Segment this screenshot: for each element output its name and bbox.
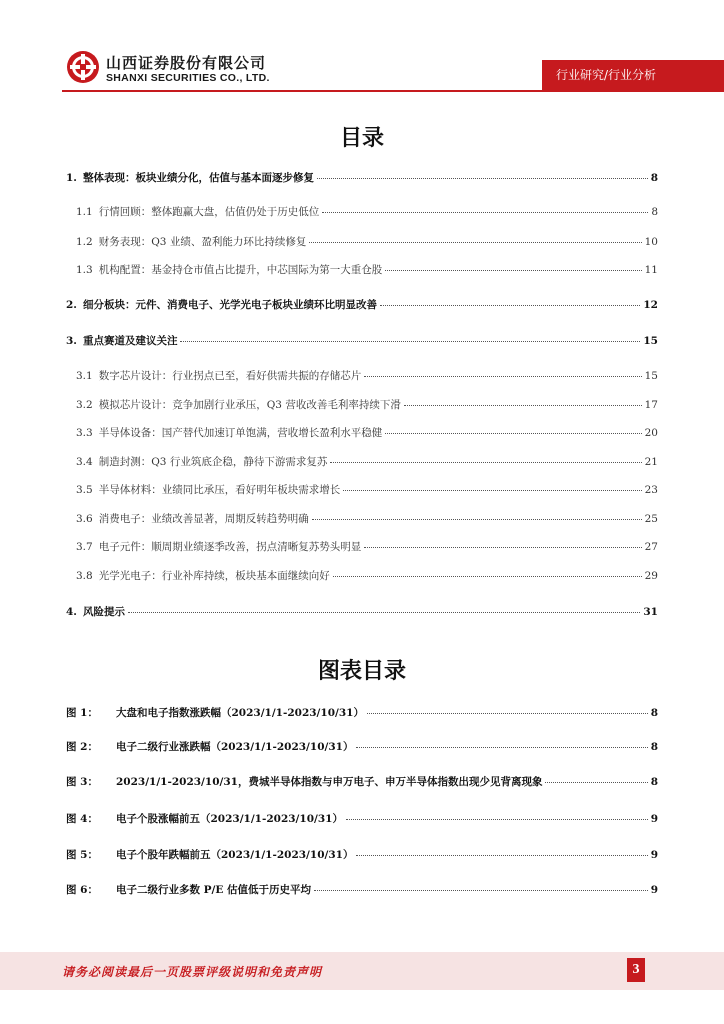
toc-entry[interactable] bbox=[76, 397, 658, 412]
toc-entry-number: 4. bbox=[66, 606, 77, 618]
header-divider bbox=[62, 90, 724, 92]
leader-dots bbox=[367, 713, 648, 714]
toc-entry[interactable] bbox=[76, 454, 658, 469]
toc-entry-title: 机构配置：基金持仓市值占比提升，中芯国际为第一大重仓股 bbox=[98, 264, 383, 276]
leader-dots bbox=[545, 782, 647, 783]
toc-entry-page: 29 bbox=[644, 570, 658, 582]
toc-entry-number: 1.2 bbox=[76, 236, 93, 248]
figure-entry-page: 9 bbox=[650, 813, 658, 825]
toc-entry-title: 电子元件：顺周期业绩逐季改善，拐点清晰复苏势头明显 bbox=[98, 541, 362, 553]
toc-entry-title: 细分板块：元件、消费电子、光学光电子板块业绩环比明显改善 bbox=[82, 299, 377, 311]
toc-entry-page: 27 bbox=[644, 541, 658, 553]
toc-entry-number: 3.2 bbox=[76, 399, 93, 411]
toc-title: 目录 bbox=[339, 126, 384, 151]
toc-entry-number: 3.4 bbox=[76, 456, 93, 468]
toc-entry[interactable] bbox=[76, 511, 658, 526]
leader-dots bbox=[356, 855, 647, 856]
toc-entry-title: 行情回顾：整体跑赢大盘，估值仍处于历史低位 bbox=[98, 206, 320, 218]
figure-entry-page: 8 bbox=[650, 741, 658, 753]
leader-dots bbox=[385, 433, 641, 434]
toc-entry[interactable] bbox=[76, 482, 658, 497]
leader-dots bbox=[312, 519, 642, 520]
figure-entry-number: 图 4： bbox=[66, 813, 98, 825]
figure-entry-number: 图 3： bbox=[66, 776, 98, 788]
toc-entry[interactable] bbox=[66, 604, 658, 619]
toc-entry[interactable] bbox=[66, 333, 658, 348]
figure-entry[interactable] bbox=[66, 739, 658, 754]
figure-entry[interactable] bbox=[66, 882, 658, 897]
toc-entry-number: 3.1 bbox=[76, 370, 93, 382]
toc-entry-page: 12 bbox=[643, 299, 658, 311]
toc-entry-page: 31 bbox=[643, 606, 658, 618]
toc-entry-number: 3.8 bbox=[76, 570, 93, 582]
toc-entry-number: 3.6 bbox=[76, 513, 93, 525]
toc-entry-title: 消费电子：业绩改善显著，周期反转趋势明确 bbox=[98, 513, 309, 525]
toc-entry-number: 1.1 bbox=[76, 206, 93, 218]
toc-entry-number: 3.7 bbox=[76, 541, 93, 553]
leader-dots bbox=[330, 462, 641, 463]
page-number: 3 bbox=[627, 958, 645, 982]
toc-entry-page: 11 bbox=[644, 264, 658, 276]
toc-entry[interactable] bbox=[66, 170, 658, 185]
figure-entry[interactable] bbox=[66, 847, 658, 862]
toc-entry-number: 3. bbox=[66, 335, 77, 347]
toc-entry-page: 20 bbox=[644, 427, 658, 439]
leader-dots bbox=[343, 490, 641, 491]
leader-dots bbox=[180, 341, 640, 342]
figure-entry-page: 8 bbox=[650, 776, 658, 788]
figure-entry-title: 电子二级行业多数 P/E 估值低于历史平均 bbox=[115, 884, 312, 896]
toc-entry-page: 15 bbox=[643, 335, 658, 347]
figure-entry-number: 图 1： bbox=[66, 707, 98, 719]
toc-entry-title: 财务表现：Q3 业绩、盈利能力环比持续修复 bbox=[98, 236, 307, 248]
toc-entry[interactable] bbox=[76, 234, 658, 249]
toc-entry-page: 25 bbox=[644, 513, 658, 525]
toc-entry-title: 光学光电子：行业补库持续，板块基本面继续向好 bbox=[98, 570, 330, 582]
leader-dots bbox=[380, 305, 640, 306]
company-logo-icon bbox=[66, 50, 100, 84]
toc-entry[interactable] bbox=[76, 262, 658, 277]
figure-entry-number: 图 6： bbox=[66, 884, 98, 896]
figure-entry-page: 9 bbox=[650, 849, 658, 861]
leader-dots bbox=[317, 178, 648, 179]
figure-entry-title: 大盘和电子指数涨跌幅（2023/1/1-2023/10/31） bbox=[115, 707, 364, 719]
leader-dots bbox=[309, 242, 641, 243]
toc-entry-page: 10 bbox=[644, 236, 658, 248]
leader-dots bbox=[314, 890, 648, 891]
toc-entry-number: 1.3 bbox=[76, 264, 93, 276]
toc-entry-title: 半导体材料：业绩同比承压，看好明年板块需求增长 bbox=[98, 484, 341, 496]
leader-dots bbox=[404, 405, 642, 406]
toc-entry[interactable] bbox=[76, 568, 658, 583]
toc-entry[interactable] bbox=[76, 539, 658, 554]
leader-dots bbox=[333, 576, 642, 577]
leader-dots bbox=[364, 547, 641, 548]
figure-entry[interactable] bbox=[66, 774, 658, 789]
toc-entry-title: 重点赛道及建议关注 bbox=[82, 335, 178, 347]
figure-entry-title: 电子个股涨幅前五（2023/1/1-2023/10/31） bbox=[115, 813, 343, 825]
toc-entry-page: 23 bbox=[644, 484, 658, 496]
toc-entry-number: 3.3 bbox=[76, 427, 93, 439]
toc-entry-page: 21 bbox=[644, 456, 658, 468]
leader-dots bbox=[128, 612, 640, 613]
leader-dots bbox=[356, 747, 647, 748]
figure-entry[interactable] bbox=[66, 705, 658, 720]
leader-dots bbox=[346, 819, 648, 820]
company-name-en: SHANXI SECURITIES CO., LTD. bbox=[106, 72, 270, 84]
toc-entry-number: 1. bbox=[66, 172, 77, 184]
toc-entry-page: 15 bbox=[644, 370, 658, 382]
toc-entry[interactable] bbox=[76, 204, 658, 219]
toc-entry-title: 数字芯片设计：行业拐点已至，看好供需共振的存储芯片 bbox=[98, 370, 362, 382]
footer-disclaimer: 请务必阅读最后一页股票评级说明和免责声明 bbox=[62, 965, 323, 979]
toc-entry[interactable] bbox=[76, 425, 658, 440]
toc-entry-title: 制造封测：Q3 行业筑底企稳，静待下游需求复苏 bbox=[98, 456, 328, 468]
toc-entry-page: 17 bbox=[644, 399, 658, 411]
report-category-tag: 行业研究/行业分析 bbox=[542, 60, 724, 90]
toc-entry-number: 3.5 bbox=[76, 484, 93, 496]
leader-dots bbox=[385, 270, 641, 271]
figure-entry-page: 8 bbox=[650, 707, 658, 719]
figure-entry-page: 9 bbox=[650, 884, 658, 896]
figure-entry-title: 电子个股年跌幅前五（2023/1/1-2023/10/31） bbox=[115, 849, 354, 861]
figure-entry-title: 电子二级行业涨跌幅（2023/1/1-2023/10/31） bbox=[115, 741, 354, 753]
figure-entry-title: 2023/1/1-2023/10/31，费城半导体指数与申万电子、申万半导体指数出现少见背离现象 bbox=[115, 776, 543, 788]
figures-toc-title: 图表目录 bbox=[317, 659, 406, 684]
figure-entry[interactable] bbox=[66, 811, 658, 826]
leader-dots bbox=[322, 212, 648, 213]
page-header bbox=[0, 0, 724, 96]
figure-entry-number: 图 2： bbox=[66, 741, 98, 753]
toc-entry-number: 2. bbox=[66, 299, 77, 311]
toc-entry-title: 整体表现：板块业绩分化，估值与基本面逐步修复 bbox=[82, 172, 314, 184]
toc-entry-page: 8 bbox=[650, 172, 658, 184]
leader-dots bbox=[364, 376, 641, 377]
toc-entry[interactable] bbox=[66, 297, 658, 312]
toc-entry-title: 模拟芯片设计：竞争加剧行业承压，Q3 营收改善毛利率持续下滑 bbox=[98, 399, 401, 411]
company-name-cn: 山西证券股份有限公司 bbox=[106, 54, 267, 72]
toc-entry[interactable] bbox=[76, 368, 658, 383]
toc-entry-title: 半导体设备：国产替代加速订单饱满，营收增长盈利水平稳健 bbox=[98, 427, 383, 439]
figure-entry-number: 图 5： bbox=[66, 849, 98, 861]
toc-entry-page: 8 bbox=[651, 206, 658, 218]
toc-entry-title: 风险提示 bbox=[82, 606, 125, 618]
